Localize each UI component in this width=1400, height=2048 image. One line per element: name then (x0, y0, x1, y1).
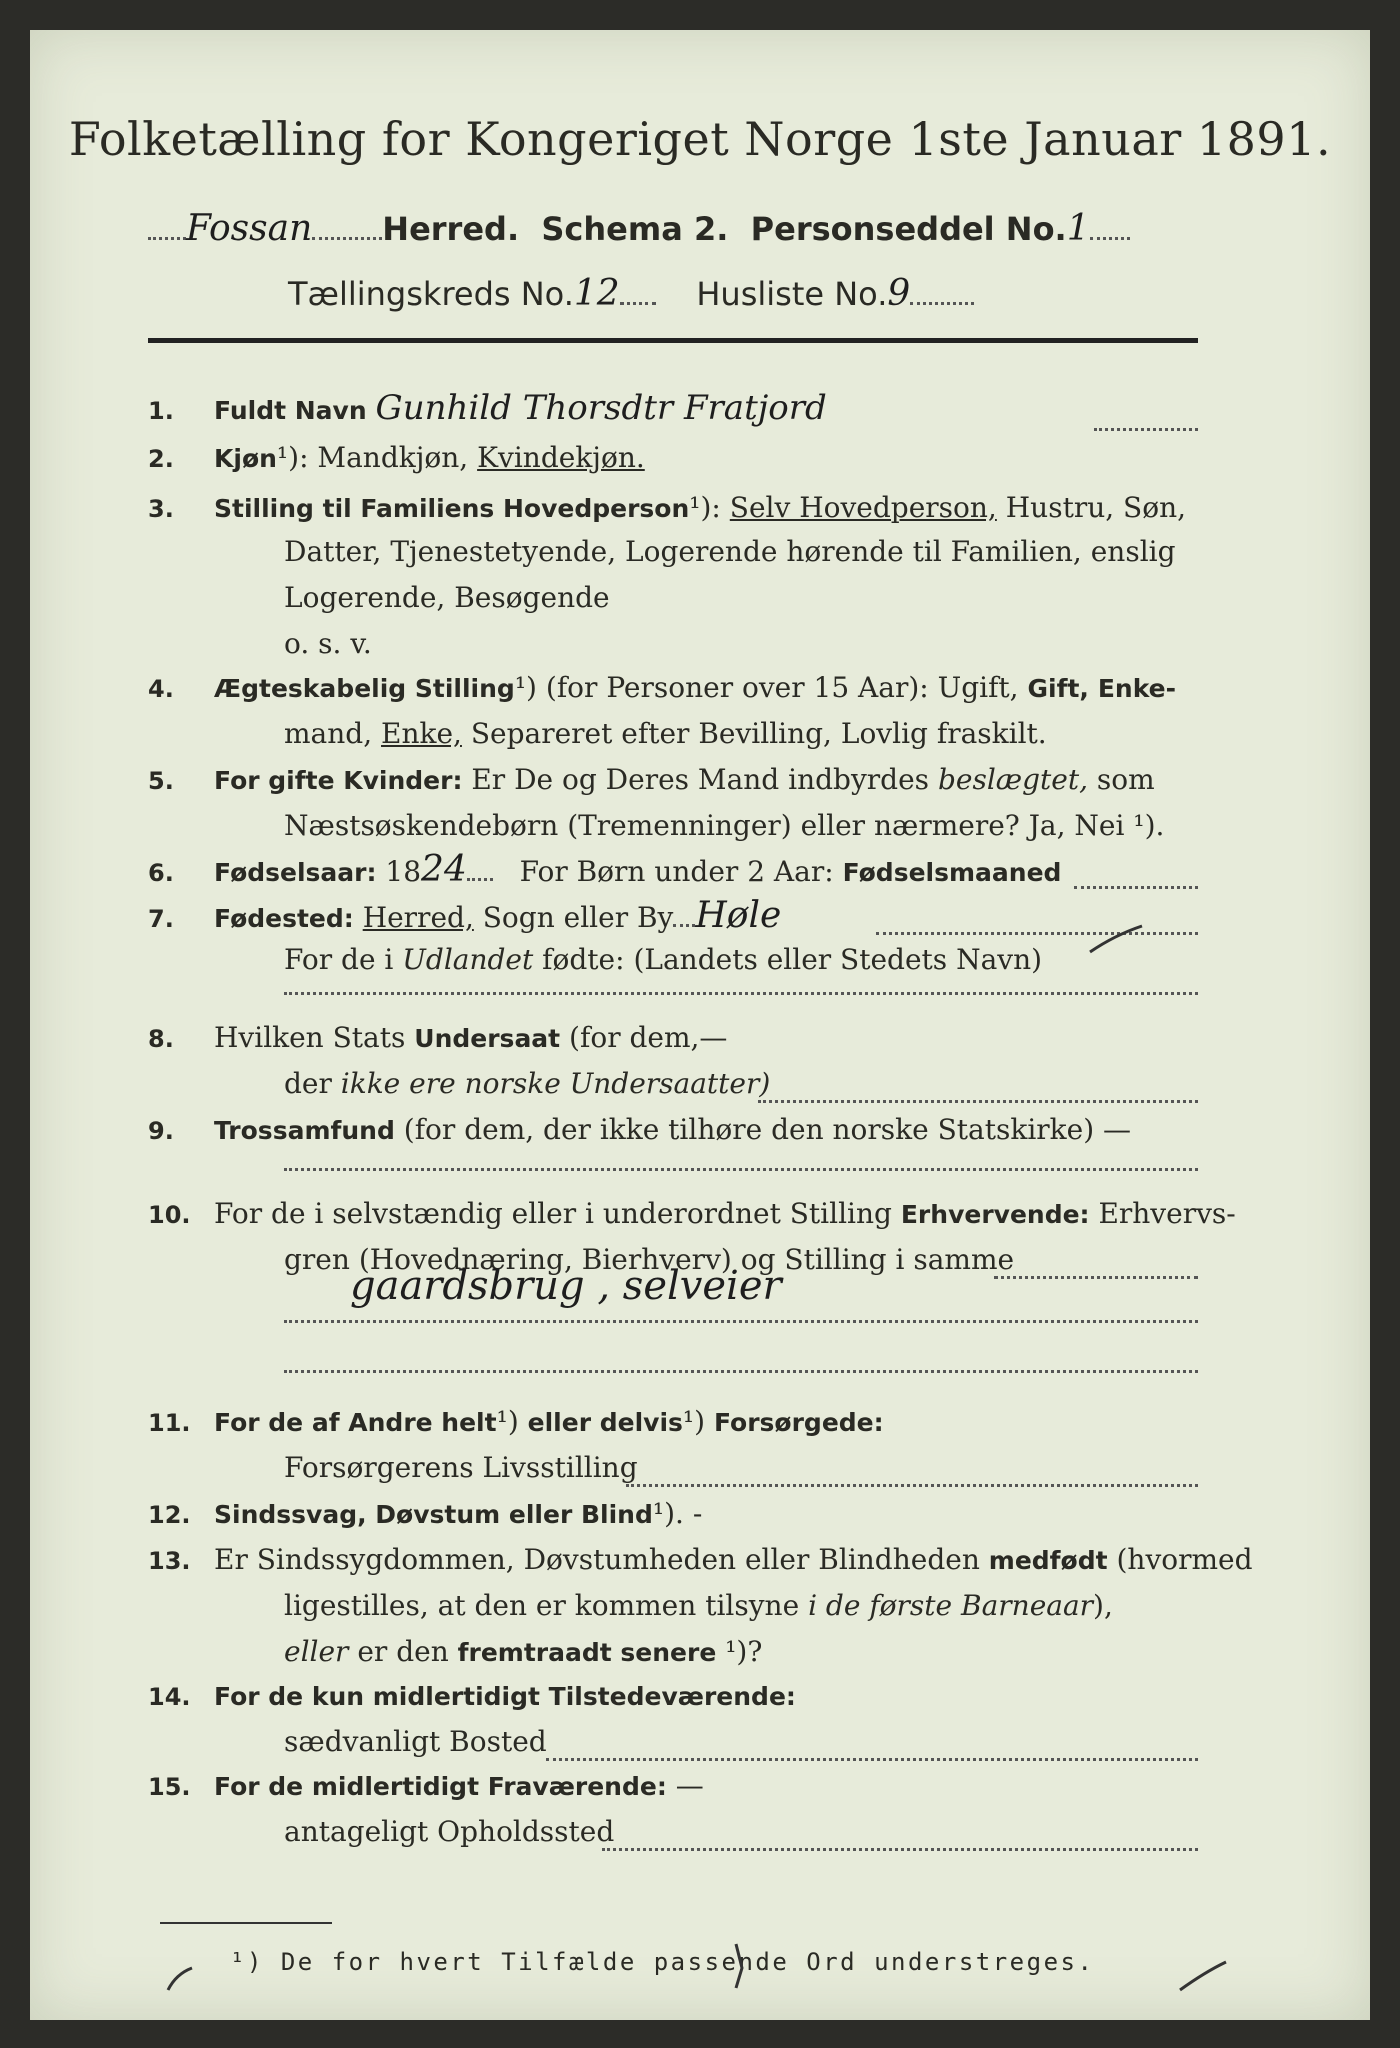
item-12-dash: - (692, 1497, 703, 1530)
item-7-line2-a: For de i (284, 943, 394, 976)
item-15-label: For de midlertidigt Fraværende: (214, 1772, 667, 1801)
item-7-line2-b: fødte: (Landets eller Stedets Navn) (542, 943, 1043, 976)
item-9-rest: (for dem, der ikke tilhøre den norske Statskirke) (403, 1113, 1095, 1146)
item-12 (148, 1492, 702, 1537)
item-5-label: For gifte Kvinder: (214, 766, 463, 795)
item-10-line1-a: For de i selvstændig eller i underordnet Stilling (214, 1197, 892, 1230)
item-9-number: 9. (148, 1117, 174, 1145)
item-2-sup: ¹): (276, 441, 309, 474)
item-11-dotline (626, 1484, 1198, 1487)
header-line-2 (148, 208, 1130, 249)
birth-year-handwritten: 24 (421, 849, 467, 890)
item-4 (148, 666, 1176, 711)
item-13-line2 (284, 1584, 1113, 1628)
item-6 (148, 848, 1061, 895)
item-13-line3-c: fremtraadt senere (457, 1638, 717, 1667)
item-5-beslaegtet: beslægtet, (937, 763, 1088, 796)
schema-label: Schema 2. (541, 210, 729, 248)
personseddel-label: Personseddel No. (750, 210, 1067, 248)
option-selv-hovedperson: Selv Hovedperson, (729, 491, 997, 524)
option-mandkjon: Mandkjøn, (317, 441, 469, 474)
item-14-label: For de kun midlertidigt Tilstedeværende: (214, 1682, 796, 1711)
item-4-sup: ¹) (514, 671, 537, 704)
option-kvindekjon: Kvindekjøn. (477, 441, 645, 474)
item-11-label-b: eller delvis (527, 1408, 683, 1437)
item-11 (148, 1400, 884, 1445)
item-10-number: 10. (148, 1201, 191, 1229)
item-15-number: 15. (148, 1773, 191, 1801)
item-9-dash: — (1103, 1113, 1132, 1146)
item-10-line1-b: Erhvervende: (900, 1200, 1090, 1229)
item-13-line2-a: ligestilles, at den er kommen tilsyne (284, 1589, 800, 1622)
item-6-dotline (1074, 886, 1198, 889)
birthplace-handwritten: Høle (695, 895, 782, 936)
kreds-label: Tællingskreds No. (288, 275, 574, 313)
item-3-line2: Datter, Tjenestetyende, Logerende hørende til Familien, enslig (284, 535, 1176, 568)
husliste-no-handwritten: 9 (887, 273, 911, 314)
item-13 (148, 1538, 1253, 1583)
item-1 (148, 386, 827, 433)
item-13-line2-c: ), (1093, 1589, 1113, 1622)
corner-marks (30, 30, 31, 31)
item-4-line2-rest: Separeret efter Bevilling, Lovlig fraskilt. (470, 717, 1047, 750)
item-13-line3-a: eller (284, 1635, 349, 1668)
item-10-line1-c: Erhvervs- (1098, 1197, 1236, 1230)
item-3-line4: o. s. v. (284, 627, 372, 660)
item-3-line3: Logerende, Besøgende (284, 581, 610, 614)
item-6-label: Fødselsaar: (214, 858, 377, 887)
item-11-line2: Forsørgerens Livsstilling (284, 1451, 638, 1484)
item-2-label: Kjøn (214, 444, 277, 473)
item-4-number: 4. (148, 675, 174, 703)
item-7-udlandet: Udlandet (402, 943, 534, 976)
item-8-label-a: Hvilken Stats (214, 1021, 406, 1054)
item-12-sup: ¹). (652, 1497, 684, 1530)
footnote: ¹) De for hvert Tilfælde passende Ord understreges. (230, 1948, 1095, 1976)
item-3-sup: ¹): (689, 491, 721, 524)
item-10-line2: gren (Hovednæring, Bierhverv) og Stilling i samme (284, 1243, 1015, 1276)
option-enke: Enke, (381, 717, 462, 750)
item-3 (148, 486, 1186, 531)
item-15-line2: antageligt Opholdssted (284, 1815, 615, 1848)
item-11-sup-1: ¹) (496, 1405, 519, 1438)
item-8-dash: — (699, 1021, 728, 1054)
item-5-line1-a: Er De og Deres Mand indbyrdes (471, 763, 930, 796)
item-1-dotline (1094, 428, 1198, 431)
occupation-handwritten: gaardsbrug , selveier (350, 1263, 782, 1309)
item-13-line2-b: i de første Barneaar (808, 1589, 1094, 1622)
item-9-label: Trossamfund (214, 1116, 395, 1145)
option-gift: Gift, (1027, 674, 1089, 703)
item-13-line3 (284, 1630, 762, 1675)
item-9-blank-line (284, 1168, 1198, 1171)
item-13-line3-d: ¹)? (725, 1635, 763, 1668)
item-4-label: Ægteskabelig Stilling (214, 674, 515, 703)
item-5-number: 5. (148, 767, 174, 795)
item-10-blank-line (284, 1370, 1198, 1373)
item-13-line3-b: er den (357, 1635, 449, 1668)
item-1-label: Fuldt Navn (214, 396, 367, 425)
item-7-blank-line (284, 992, 1198, 995)
item-10 (148, 1192, 1236, 1237)
item-4-line1-rest: (for Personer over 15 Aar): Ugift, (545, 671, 1019, 704)
herred-label: Herred. (382, 210, 520, 248)
item-10-dotline-1 (994, 1276, 1198, 1279)
item-3-line1-rest: Hustru, Søn, (1005, 491, 1187, 524)
item-10-dotline-2 (284, 1320, 1198, 1323)
item-7-number: 7. (148, 905, 174, 933)
item-7-rest: Sogn eller By (482, 901, 674, 934)
form-title: Folketælling for Kongeriget Norge 1ste Januar 1891. (68, 112, 1332, 166)
birth-year-prefix: 18 (385, 855, 422, 888)
item-2 (148, 436, 645, 481)
item-2-number: 2. (148, 445, 174, 473)
item-14-line2: sædvanligt Bosted (284, 1725, 547, 1758)
item-7 (148, 894, 781, 941)
item-13-line1-b: (hvormed (1116, 1543, 1253, 1576)
municipality-handwritten: Fossan (186, 208, 313, 249)
item-8-number: 8. (148, 1025, 174, 1053)
item-15-dotline (602, 1848, 1198, 1851)
item-13-number: 13. (148, 1547, 191, 1575)
personseddel-no-handwritten: 1 (1066, 208, 1090, 249)
kreds-no-handwritten: 12 (573, 273, 620, 314)
item-3-label: Stilling til Familiens Hovedperson (214, 494, 690, 523)
header-line-3 (288, 273, 974, 314)
item-13-medfodt: medfødt (988, 1546, 1108, 1575)
item-8-line2-b: ikke ere norske Undersaatter) (340, 1067, 771, 1100)
item-12-number: 12. (148, 1501, 191, 1529)
item-7-label: Fødested: (214, 904, 354, 933)
item-5-line1-b: som (1096, 763, 1155, 796)
item-7-dotline (876, 932, 1198, 935)
item-1-number: 1. (148, 397, 174, 425)
full-name-handwritten: Gunhild Thorsdtr Fratjord (375, 388, 827, 428)
census-form-page (30, 30, 1370, 2020)
item-11-label-a: For de af Andre helt (214, 1408, 497, 1437)
item-11-sup-2: ¹) (682, 1405, 706, 1438)
item-12-label: Sindssvag, Døvstum eller Blind (214, 1500, 653, 1529)
header-rule (148, 338, 1198, 343)
husliste-label: Husliste No. (696, 275, 888, 313)
item-8 (148, 1016, 727, 1061)
item-8-line2-a: der (284, 1067, 332, 1100)
option-enkemand-part: Enke- (1097, 674, 1176, 703)
item-13-line1-a: Er Sindssygdommen, Døvstumheden eller Blindheden (214, 1543, 980, 1576)
item-8-dotline (758, 1100, 1198, 1103)
item-11-label-c: Forsørgede: (713, 1408, 884, 1437)
item-15 (148, 1764, 704, 1809)
item-6-number: 6. (148, 859, 174, 887)
footnote-rule (160, 1922, 332, 1924)
item-14-number: 14. (148, 1683, 191, 1711)
item-9 (148, 1108, 1131, 1153)
item-8-line2 (284, 1062, 770, 1106)
item-7-line2 (284, 938, 1042, 982)
item-14-dotline (546, 1758, 1198, 1761)
option-herred: Herred, (362, 901, 474, 934)
item-8-label-b: Undersaat (414, 1024, 561, 1053)
item-5-line2: Næstsøskendebørn (Tremenninger) eller nærmere? Ja, Nei ¹). (284, 809, 1165, 842)
item-15-dash: — (675, 1769, 704, 1802)
item-4-line2 (284, 712, 1047, 756)
item-8-line1-rest: (for dem, (569, 1021, 700, 1054)
item-5 (148, 758, 1155, 803)
item-6-rest-b: Fødselsmaaned (842, 858, 1062, 887)
item-6-rest-a: For Børn under 2 Aar: (519, 855, 834, 888)
option-enkemand-end: mand, (284, 717, 373, 750)
item-14 (148, 1674, 796, 1719)
item-11-number: 11. (148, 1409, 191, 1437)
item-3-number: 3. (148, 495, 174, 523)
